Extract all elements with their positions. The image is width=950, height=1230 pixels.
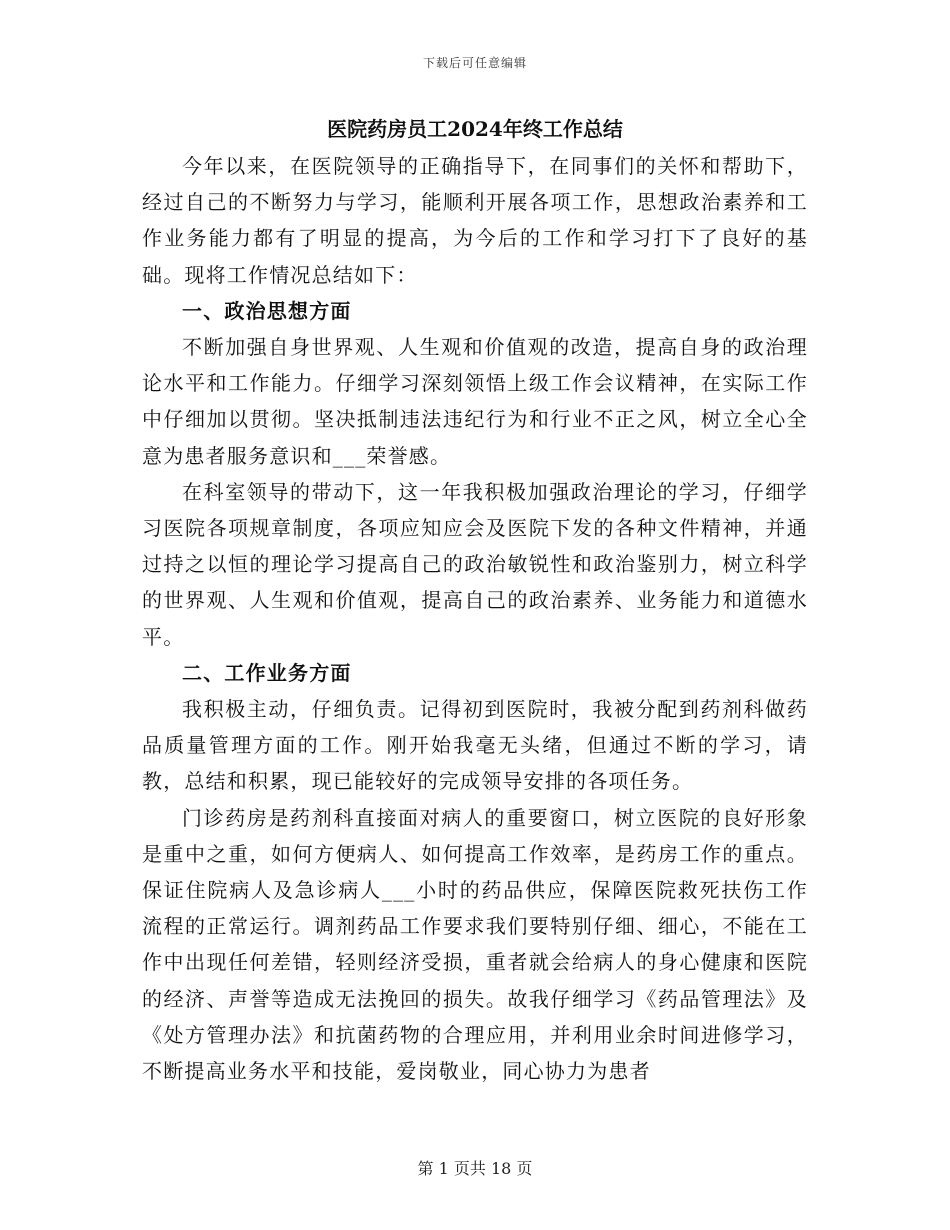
section-heading-work: 二、工作业务方面 [182,660,352,685]
page-number-footer: 第 1 页共 18 页 [417,1159,533,1178]
paragraph-politics-2: 在科室领导的带动下，这一年我积极加强政治理论的学习，仔细学习医院各项规章制度，各项应知应会及医院下发的各种文件精神，并通过持之以恒的理论学习提高自己的政治敏锐性和政治鉴别力，树立科学的世界观、人生观和价值观，提高自己的政治素养、业务能力和道德水平。 [142,479,808,649]
paragraph-work-2: 门诊药房是药剂科直接面对病人的重要窗口，树立医院的良好形象是重中之重，如何方便病人、如何提高工作效率，是药房工作的重点。保证住院病人及急诊病人___小时的药品供应，保障医院救死扶伤工作流程的正常运行。调剂药品工作要求我们要特别仔细、细心，不能在工作中出现任何差错，轻则经济受损，重者就会给病人的身心健康和医院的经济、声誉等造成无法挽回的损失。故我仔细学习《药品管理法》及《处方管理办法》和抗菌药物的合理应用，并利用业余时间进修学习，不断提高业务水平和技能，爱岗敬业，同心协力为患者 [142,805,808,1084]
section-heading-politics: 一、政治思想方面 [182,298,352,323]
document-title: 医院药房员工2024年终工作总结 [327,117,623,141]
paragraph-intro: 今年以来，在医院领导的正确指导下，在同事们的关怀和帮助下，经过自己的不断努力与学习，能顺利开展各项工作，思想政治素养和工作业务能力都有了明显的提高，为今后的工作和学习打下了良好的基础。现将工作情况总结如下： [142,154,808,287]
paragraph-politics-1: 不断加强自身世界观、人生观和价值观的改造，提高自身的政治理论水平和工作能力。仔细学习深刻领悟上级工作会议精神，在实际工作中仔细加以贯彻。坚决抵制违法违纪行为和行业不正之风，树立全心全意为患者服务意识和___荣誉感。 [142,335,808,468]
header-note: 下载后可任意编辑 [422,56,527,70]
document-body [142,110,808,1089]
paragraph-work-1: 我积极主动，仔细负责。记得初到医院时，我被分配到药剂科做药品质量管理方面的工作。刚开始我毫无头绪，但通过不断的学习，请教，总结和积累，现已能较好的完成领导安排的各项任务。 [142,697,808,794]
